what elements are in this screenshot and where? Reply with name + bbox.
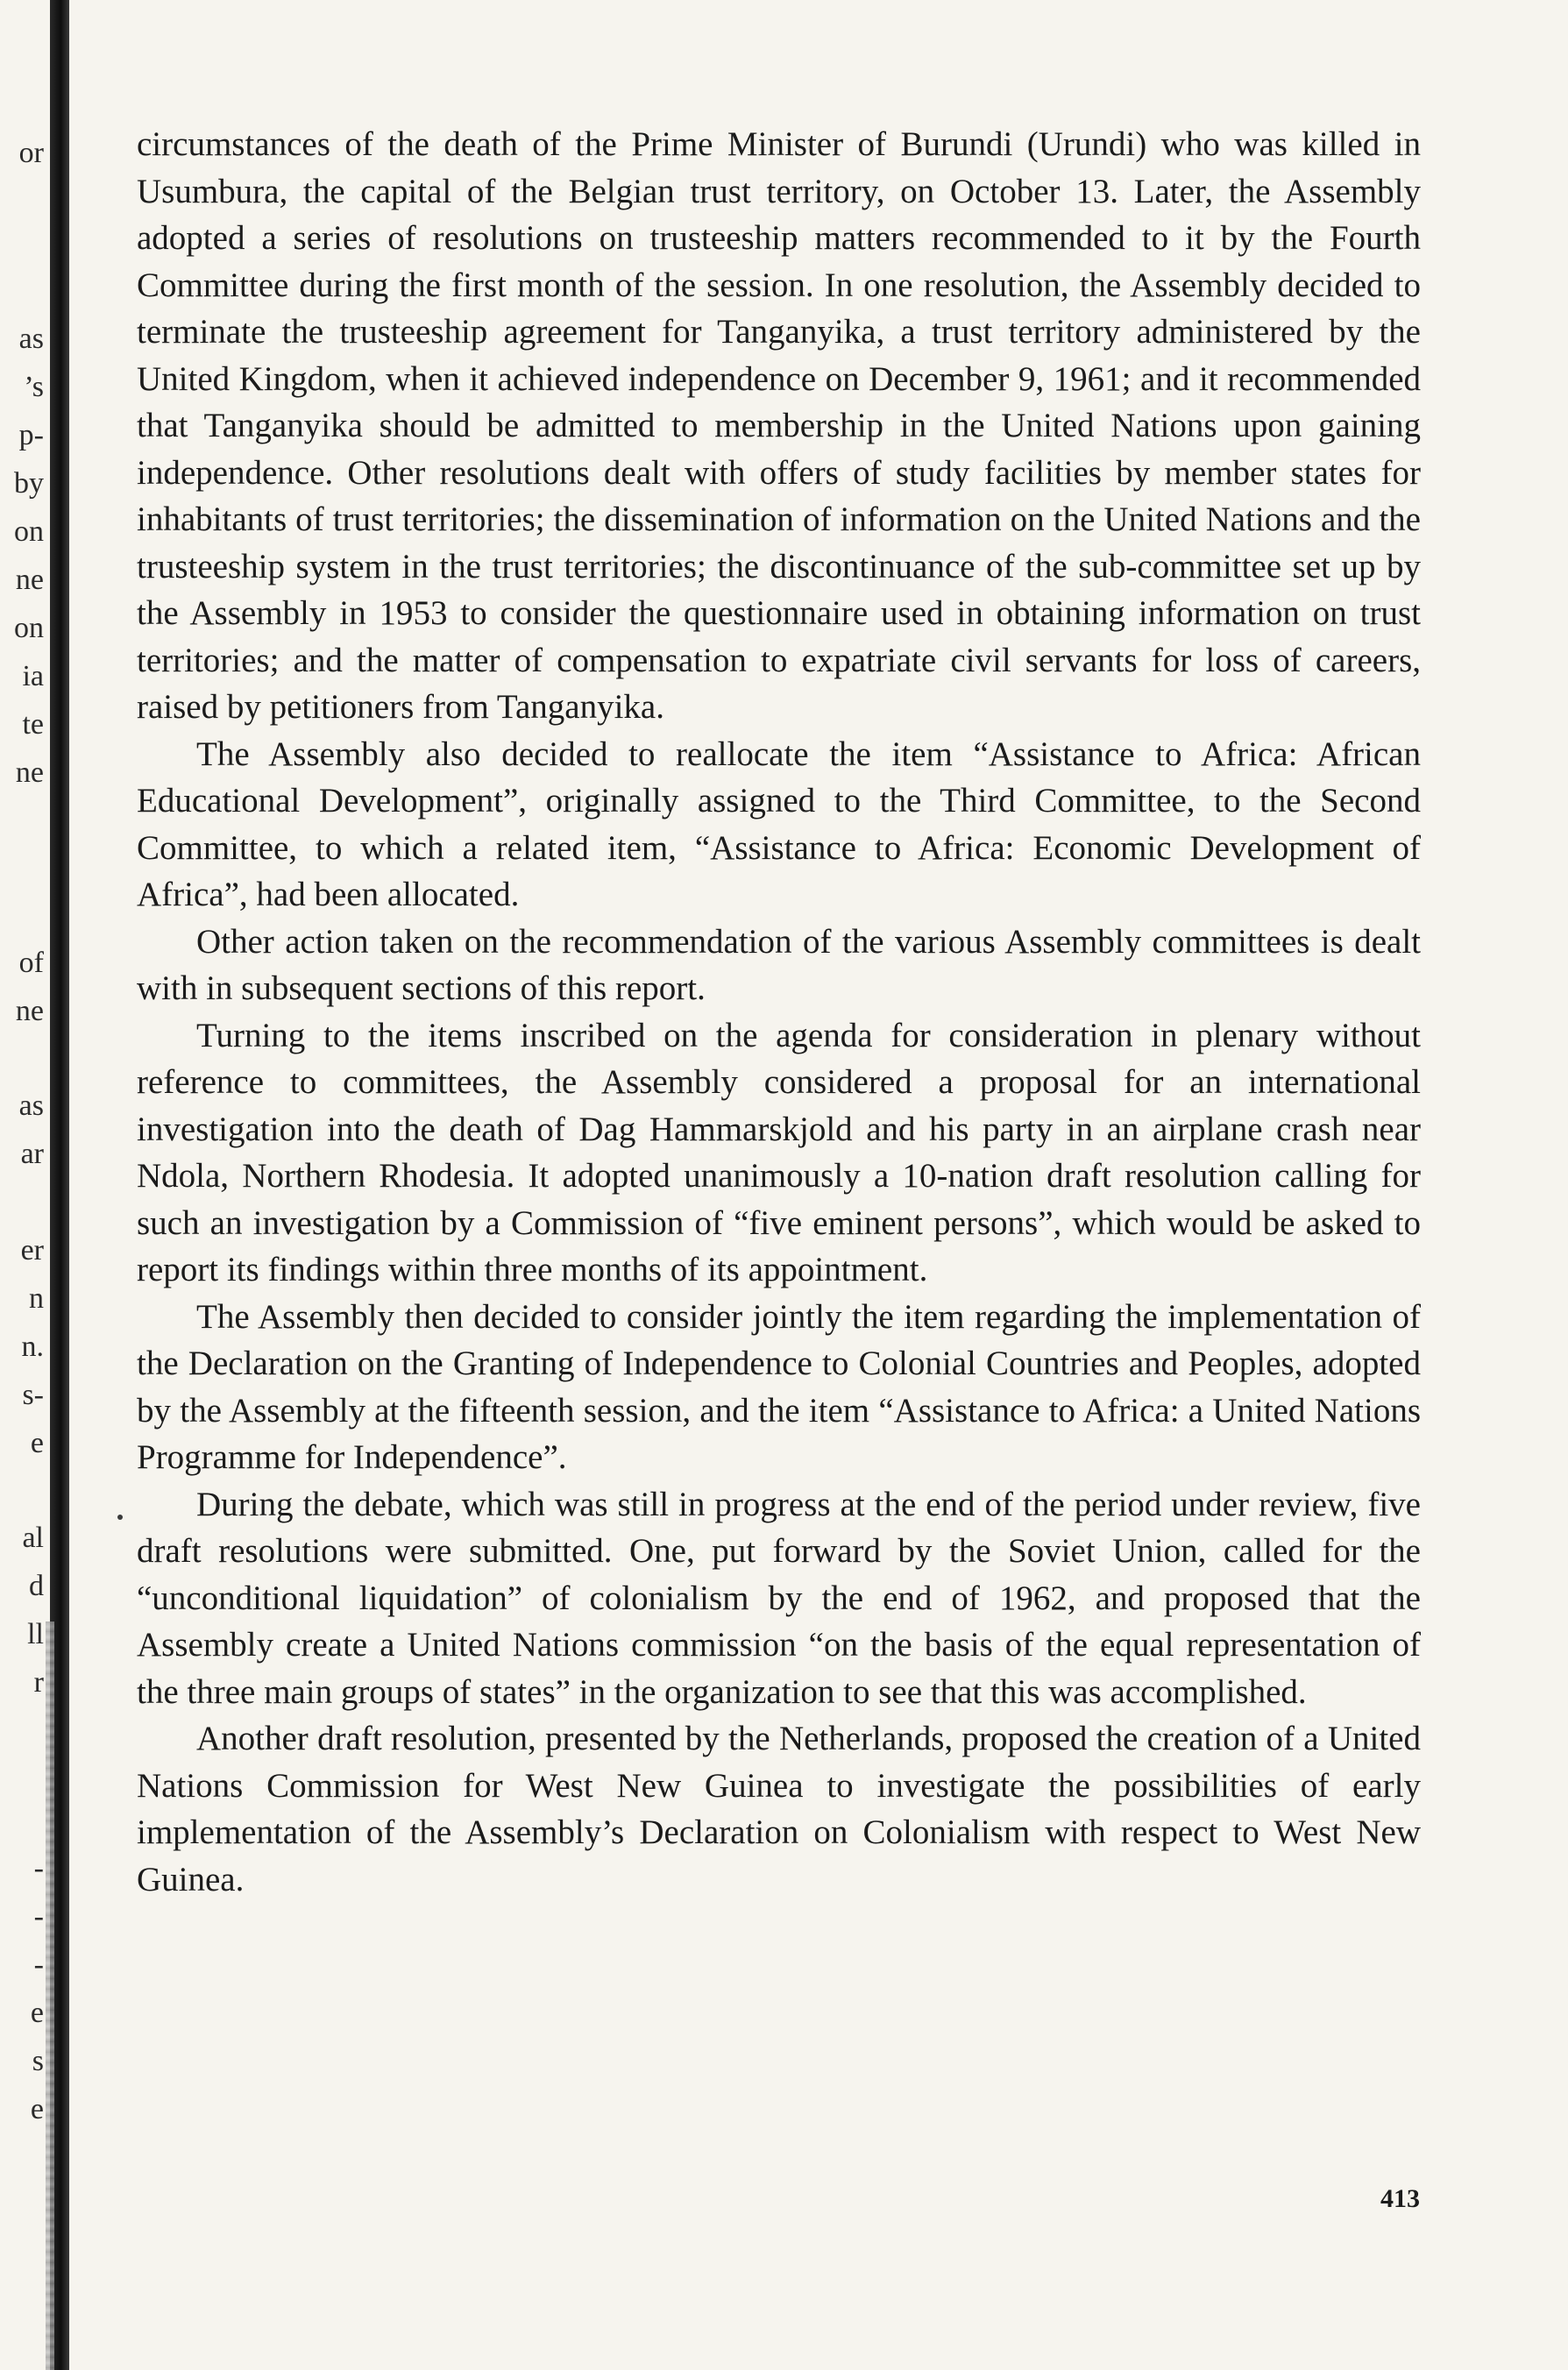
paragraph: The Assembly then decided to consider jointly the item regarding the implementation of the Declaration on the Granting of Independence to Colonial Countries and Peoples, adopted by the Assembly at the fifteenth session, and the item “Assistance to Africa: a United Nations Programme for Independence”. bbox=[137, 1297, 1421, 1476]
margin-fragment: ’s bbox=[24, 371, 44, 403]
paragraph: Turning to the items inscribed on the agenda for consideration in plenary without reference to committees, the Assembly considered a proposal for an international investigation into the death of Dag Hammarskjold and his party in an airplane crash near Ndola, Northern Rhodesia. It adopted unanimously a 10-nation draft resolution calling for such an investigation by a Commission of “five eminent persons”, which would be asked to report its findings within three months of its appointment. bbox=[137, 1016, 1421, 1288]
paragraph: Other action taken on the recommendation of the various Assembly committees is dealt with in subsequent sections of this report. bbox=[137, 922, 1421, 1007]
margin-fragment: te bbox=[22, 708, 44, 741]
margin-fragment: ia bbox=[22, 660, 44, 692]
print-speck bbox=[117, 1515, 123, 1520]
margin-fragment: e bbox=[30, 2093, 44, 2125]
paragraph: The Assembly also decided to reallocate the item “Assistance to Africa: African Educational Development”, originally assigned to the Third Committee, to the Second Committee, to which a related item, “Assistance to Africa: Economic Development of Africa”, had been allocated. bbox=[137, 734, 1421, 913]
paragraph: During the debate, which was still in progress at the end of the period under review, five draft resolutions were submitted. One, put forward by the Soviet Union, called for the “unconditional liquidation” of colonialism by the end of 1962, and proposed that the Assembly create a United Nations commission “on the basis of the equal representation of the three main groups of states” in the organization to see that this was accomplished. bbox=[137, 1485, 1421, 1711]
margin-fragment: er bbox=[20, 1234, 44, 1267]
margin-fragment: p- bbox=[18, 419, 44, 451]
margin-fragment: on bbox=[14, 515, 44, 548]
margin-fragment: or bbox=[18, 137, 44, 169]
margin-fragment: - bbox=[33, 1900, 44, 1933]
body-text bbox=[137, 121, 1421, 1903]
margin-fragment: as bbox=[18, 1089, 44, 1122]
margin-fragment: ar bbox=[20, 1138, 44, 1170]
margin-fragment: al bbox=[22, 1522, 44, 1554]
margin-fragment: ne bbox=[15, 995, 44, 1027]
margin-fragment: - bbox=[33, 1948, 44, 1981]
margin-fragment: of bbox=[18, 947, 44, 979]
margin-fragment: s- bbox=[22, 1379, 44, 1411]
paragraph: circumstances of the death of the Prime Minister of Burundi (Urundi) who was killed in Usumbura, the capital of the Belgian trust territory, on October 13. Later, the Assembly adopted a series of resolutions on trusteeship matters recommended to it by the Fourth Committee during the first month of the session. In one resolution, the Assembly decided to terminate the trusteeship agreement for Tanganyika, a trust territory administered by the United Kingdom, when it achieved independence on December 9, 1961; and it recommended that Tanganyika should be admitted to membership in the United Nations upon gaining independence. Other resolutions dealt with offers of study facilities by member states for inhabitants of trust territories; the dissemination of information on the United Nations and the trusteeship system in the trust territories; the discontinuance of the sub-committee set up by the Assembly in 1953 to consider the questionnaire used in obtaining information on trust territories; and the matter of compensation to expatriate civil servants for loss of careers, raised by petitioners from Tanganyika. bbox=[137, 125, 1421, 726]
binding-edge bbox=[46, 1621, 54, 2370]
margin-fragment: e bbox=[30, 1997, 44, 2029]
margin-fragment: as bbox=[18, 323, 44, 355]
margin-fragment: ll bbox=[27, 1618, 44, 1650]
margin-fragment: on bbox=[14, 612, 44, 644]
margin-fragment: e bbox=[30, 1427, 44, 1459]
margin-fragment: n. bbox=[21, 1330, 44, 1363]
margin-fragment: s bbox=[32, 2045, 44, 2077]
page-number: 413 bbox=[1380, 2184, 1420, 2213]
paragraph: Another draft resolution, presented by the Netherlands, proposed the creation of a United Nations Commission for West New Guinea to investigate the possibilities of early implementation of the Assembly’s Declaration on Colonialism with respect to West New Guinea. bbox=[137, 1720, 1421, 1898]
margin-fragment: ne bbox=[15, 564, 44, 596]
margin-fragment: n bbox=[29, 1282, 44, 1315]
margin-fragment: by bbox=[14, 467, 44, 500]
margin-fragment: - bbox=[33, 1852, 44, 1884]
margin-fragment: d bbox=[29, 1570, 44, 1602]
margin-fragment: ne bbox=[15, 756, 44, 789]
margin-fragment: r bbox=[33, 1666, 44, 1699]
previous-page-margin bbox=[0, 0, 46, 2370]
